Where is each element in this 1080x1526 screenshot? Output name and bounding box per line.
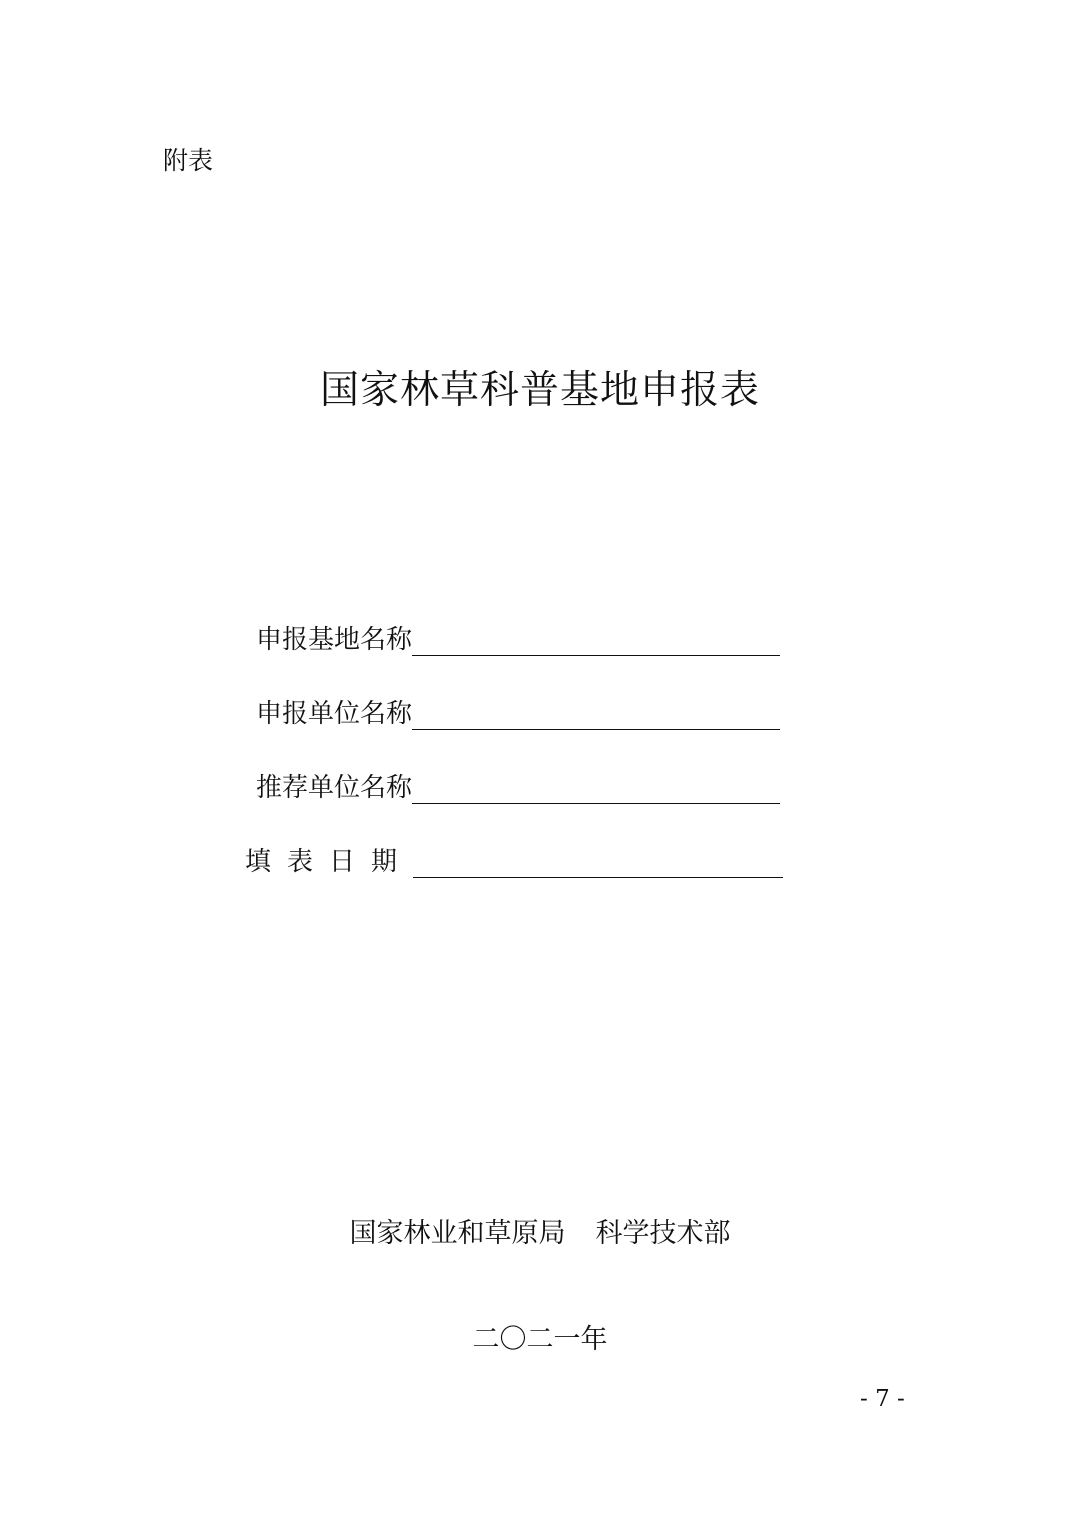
issue-year: 二〇二一年 (472, 1324, 608, 1355)
field-label-recommending-unit: 推荐单位名称 (256, 773, 413, 803)
issuer-org-science: 科学技术部 (595, 1218, 731, 1249)
field-row-applicant-unit (256, 696, 780, 732)
fill-line-applicant-unit[interactable] (412, 729, 780, 730)
field-label-fill-date: 填表日期 (245, 847, 414, 877)
fill-line-recommending-unit[interactable] (412, 803, 780, 804)
fill-line-base-name[interactable] (412, 655, 780, 656)
field-row-fill-date (245, 844, 783, 880)
page-title: 国家林草科普基地申报表 (319, 368, 760, 413)
field-row-recommending-unit (256, 770, 780, 806)
fill-line-fill-date[interactable] (413, 877, 783, 878)
issuer-org-forestry: 国家林业和草原局 (349, 1218, 566, 1249)
field-label-applicant-unit: 申报单位名称 (256, 699, 413, 729)
field-label-base-name: 申报基地名称 (256, 625, 413, 655)
issuer-line (0, 1214, 1080, 1254)
field-row-base-name (256, 622, 780, 658)
page-number: - 7 - (860, 1386, 905, 1412)
attachment-label: 附表 (163, 146, 214, 175)
